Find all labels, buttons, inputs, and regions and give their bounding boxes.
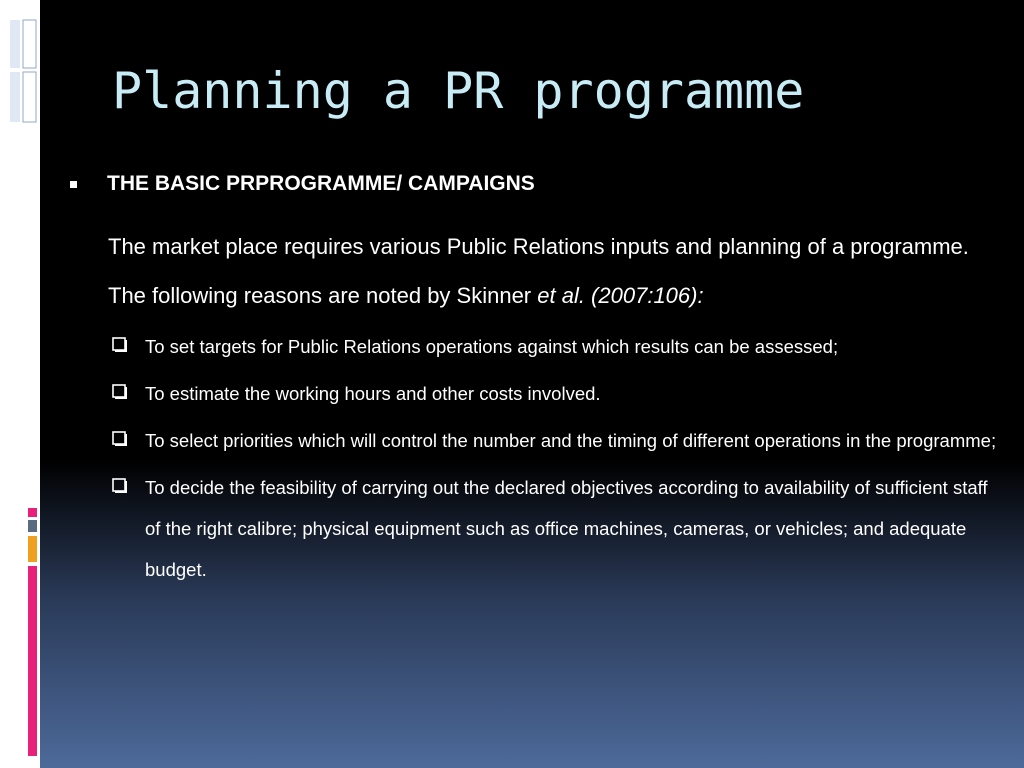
slide-title: Planning a PR programme [112, 62, 805, 120]
slide [40, 0, 1024, 768]
reasons-list [112, 326, 1002, 596]
intro-paragraph [108, 222, 988, 320]
accent-bar-pink-long [28, 566, 37, 756]
accent-bar-gray [28, 520, 37, 532]
square-bullet-icon [70, 181, 77, 188]
section-heading: THE BASIC PRPROGRAMME/ CAMPAIGNS [107, 172, 535, 195]
reason-text: To select priorities which will control the number and the timing of different operations in the programme; [145, 430, 997, 451]
list-item [112, 420, 1002, 461]
reason-text: To decide the feasibility of carrying out the declared objectives according to availability of sufficient staff of the right calibre; physical equipment such as office machines, cameras, or vehicles; and adequate budget. [145, 477, 988, 580]
window-panels-icon [6, 16, 40, 126]
reason-text: To estimate the working hours and other costs involved. [145, 383, 601, 404]
intro-citation: et al. (2007:106): [537, 283, 704, 308]
accent-bar-pink-top [28, 508, 37, 517]
intro-text: The market place requires various Public Relations inputs and planning of a programme. The following reasons are noted by Skinner [108, 234, 969, 308]
checkbox-icon [112, 478, 127, 493]
slide-content [40, 0, 1024, 768]
list-item [112, 326, 1002, 367]
reason-text: To set targets for Public Relations operations against which results can be assessed; [145, 336, 839, 357]
heading-bullet-row [70, 172, 535, 196]
list-item [112, 467, 1002, 590]
checkbox-icon [112, 431, 127, 446]
list-item [112, 373, 1002, 414]
accent-bar-orange [28, 536, 37, 562]
checkbox-icon [112, 337, 127, 352]
checkbox-icon [112, 384, 127, 399]
